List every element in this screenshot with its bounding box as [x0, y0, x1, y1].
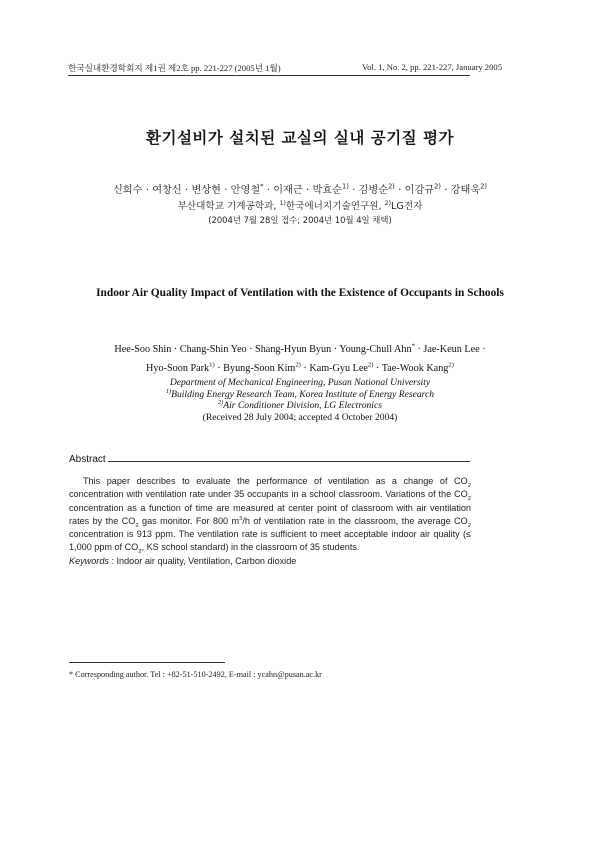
keywords-label: Keywords — [69, 556, 109, 566]
abstract-sub: 2 — [138, 549, 142, 556]
affiliation-english — [0, 377, 600, 423]
author-ko-sup: 2) — [480, 182, 488, 191]
author-ko-sup: 1) — [342, 182, 349, 191]
author-ko-sup: * — [260, 182, 264, 191]
author-en-text: · Jae-Keun Lee · — [414, 344, 486, 355]
abstract-sup: 3 — [239, 515, 243, 522]
author-en-sup: 2) — [367, 361, 374, 369]
author-en-text: · Kam-Gyu Lee — [300, 363, 368, 374]
abstract-sub: 2 — [467, 496, 471, 503]
title-english: Indoor Air Quality Impact of Ventilation with the Existence of Occupants in Schools — [96, 287, 504, 299]
running-header-left: 한국실내환경학회지 제1권 제2호 pp. 221-227 (2005년 1월) — [68, 63, 281, 73]
abstract-text: concentration is 913 ppm. The ventilation rate is sufficient to meet acceptable indoor air quality (≤ 1,000 ppm of CO — [69, 529, 471, 553]
affil-en-text: Air Conditioner Division, LG Electronics — [223, 400, 382, 411]
abstract-text: concentration with ventilation rate under 35 occupants in a school classroom. Variations of the CO — [69, 489, 468, 500]
author-en-text: Hee-Soo Shin · Chang-Shin Yeo · Shang-Hyun Byun · Young-Chull Ahn — [114, 344, 412, 355]
abstract-sub: 2 — [467, 522, 471, 529]
abstract-sub: 2 — [135, 522, 139, 529]
author-ko-text: 신희수 · 여창신 · 변상현 · 안영철 — [112, 185, 261, 196]
abstract-body — [69, 475, 471, 555]
author-ko-sup: 2) — [388, 182, 395, 191]
keywords-text: : Indoor air quality, Ventilation, Carbon dioxide — [108, 556, 297, 566]
title-korean: 환기설비가 설치된 교실의 실내 공기질 평가 — [146, 128, 454, 147]
affil-ko-text: 부산대학교 기계공학과, — [177, 201, 280, 212]
authors-en-line2 — [0, 359, 600, 378]
author-ko-text: · 강태욱 — [440, 185, 481, 196]
author-en-text: · Tae-Wook Kang — [373, 363, 449, 374]
footnote-corresponding-author: * Corresponding author. Tel : +82-51-510-2492, E-mail : ycahn@pusan.ac.kr — [69, 670, 322, 679]
affil-ko-sup: 2) — [384, 199, 392, 207]
affil-en-line — [0, 400, 600, 412]
abstract-heading: Abstract — [69, 454, 106, 465]
keywords — [69, 556, 471, 566]
abstract-text: gas monitor. For 800 m — [138, 515, 240, 526]
author-ko-text: · 이재근 · 박효순 — [263, 185, 343, 196]
abstract-rule — [108, 461, 470, 462]
affil-en-sup: 2) — [218, 398, 224, 406]
abstract-paragraph — [69, 475, 471, 555]
running-header-right: Vol. 1, No. 2, pp. 221-227, January 2005 — [362, 62, 502, 72]
abstract-sub: 2 — [467, 482, 471, 489]
affil-en-line — [0, 389, 600, 401]
author-en-text: Hyo-Soon Park — [146, 363, 210, 374]
affiliation-korean — [0, 198, 600, 212]
affil-en-text: Building Energy Research Team, Korea Institute of Energy Research — [171, 388, 435, 400]
abstract-text: concentration as a function of time are measured at center point of classroom with air ventilation rates by the CO — [69, 502, 471, 526]
author-en-sup: 2) — [448, 361, 454, 369]
affil-en-line: Department of Mechanical Engineering, Pusan National University — [169, 377, 431, 388]
author-en-sup: * — [411, 342, 415, 350]
author-en-text: · Byung-Soon Kim — [214, 363, 296, 374]
footnote-rule — [69, 662, 225, 663]
authors-en-line1 — [0, 340, 600, 359]
author-ko-text: · 김병순 — [348, 185, 389, 196]
received-date-korean: (2004년 7월 28일 접수; 2004년 10월 4일 채택) — [208, 215, 392, 225]
affil-ko-text: 한국에너지기술연구원, — [285, 201, 385, 212]
author-en-sup: 2) — [295, 361, 301, 369]
received-date-english: (Received 28 July 2004; accepted 4 October 2004) — [202, 411, 398, 423]
abstract-text: This paper describes to evaluate the performance of ventilation as a change of CO — [83, 476, 468, 486]
authors-korean — [0, 181, 600, 196]
abstract-text: , KS school standard) in the classroom of 35 students. — [141, 542, 360, 553]
authors-english — [0, 340, 600, 378]
header-rule — [68, 75, 470, 76]
abstract-text: /h of ventilation rate in the classroom, the average CO — [242, 515, 468, 526]
author-en-sup: 1) — [209, 361, 215, 369]
author-ko-sup: 2) — [434, 182, 441, 191]
author-ko-text: · 이감규 — [394, 185, 435, 196]
affil-ko-sup: 1) — [279, 199, 286, 207]
affil-ko-text: LG전자 — [391, 201, 423, 212]
affil-en-sup: 1) — [165, 387, 172, 395]
